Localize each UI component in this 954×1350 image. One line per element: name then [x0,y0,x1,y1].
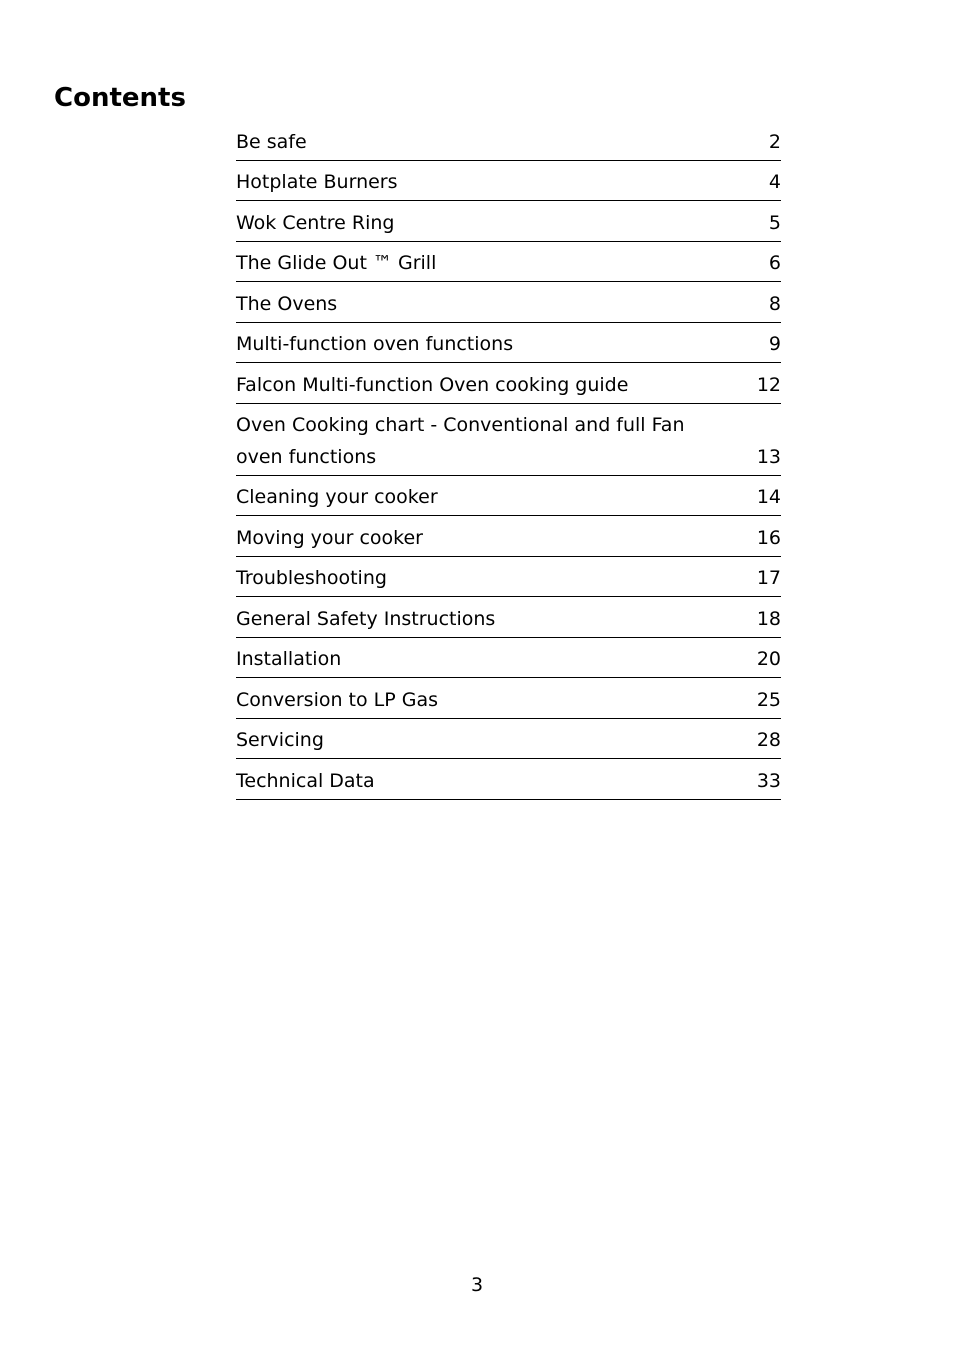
toc-entry-title: Cleaning your cooker [236,486,438,508]
toc-entry-page: 2 [768,130,781,153]
toc-entry-page: 6 [768,252,781,274]
toc-entry-title: The Glide Out ™ Grill [236,252,437,274]
toc-entry[interactable] [236,161,781,202]
toc-entry[interactable] [236,201,781,242]
toc-entry[interactable] [236,597,781,638]
toc-entry-title: Falcon Multi-function Oven cooking guide [236,373,629,396]
toc-entry-title: The Ovens [236,292,338,315]
toc-entry[interactable] [236,719,781,760]
toc-entry-page: 13 [756,445,781,468]
toc-entry[interactable] [236,323,781,364]
toc-entry[interactable] [236,678,781,719]
toc-entry-page: 17 [756,567,781,589]
toc-entry-title: General Safety Instructions [236,607,496,630]
toc-entry[interactable] [236,557,781,598]
toc-entry[interactable] [236,516,781,557]
toc-entry[interactable] [236,404,781,476]
toc-entry-page: 4 [768,171,781,193]
toc-entry-page: 12 [756,373,781,396]
toc-entry-title: Troubleshooting [236,567,387,589]
toc-entry[interactable] [236,242,781,283]
toc-entry-page: 16 [756,526,781,549]
toc-entry-title: Be safe [236,130,307,153]
table-of-contents [236,120,781,800]
toc-entry[interactable] [236,476,781,517]
toc-entry-title: Moving your cooker [236,526,423,549]
toc-entry-title: Hotplate Burners [236,171,398,193]
toc-entry-page: 8 [768,292,781,315]
toc-entry-page: 18 [756,607,781,630]
page-title: Contents [54,83,186,113]
toc-entry-page: 28 [756,729,781,751]
toc-entry-page: 25 [756,688,781,711]
toc-entry[interactable] [236,638,781,679]
toc-entry-title: Servicing [236,729,324,751]
toc-entry[interactable] [236,282,781,323]
toc-entry[interactable] [236,120,781,161]
page-number: 3 [470,1274,484,1296]
toc-entry-title: Multi-function oven functions [236,333,514,355]
toc-entry-title: Technical Data [236,769,375,792]
toc-entry-title: Wok Centre Ring [236,211,395,234]
toc-entry-title: Conversion to LP Gas [236,688,439,711]
toc-entry-page: 20 [756,648,781,670]
toc-entry[interactable] [236,759,781,800]
toc-entry-title: Oven Cooking chart - Conventional and full Fan oven functions [236,413,685,468]
toc-entry-page: 33 [756,769,781,792]
toc-entry-page: 5 [768,211,781,234]
toc-entry-page: 9 [768,333,781,355]
toc-entry-page: 14 [756,486,781,508]
toc-entry-title: Installation [236,648,342,670]
toc-entry[interactable] [236,363,781,404]
